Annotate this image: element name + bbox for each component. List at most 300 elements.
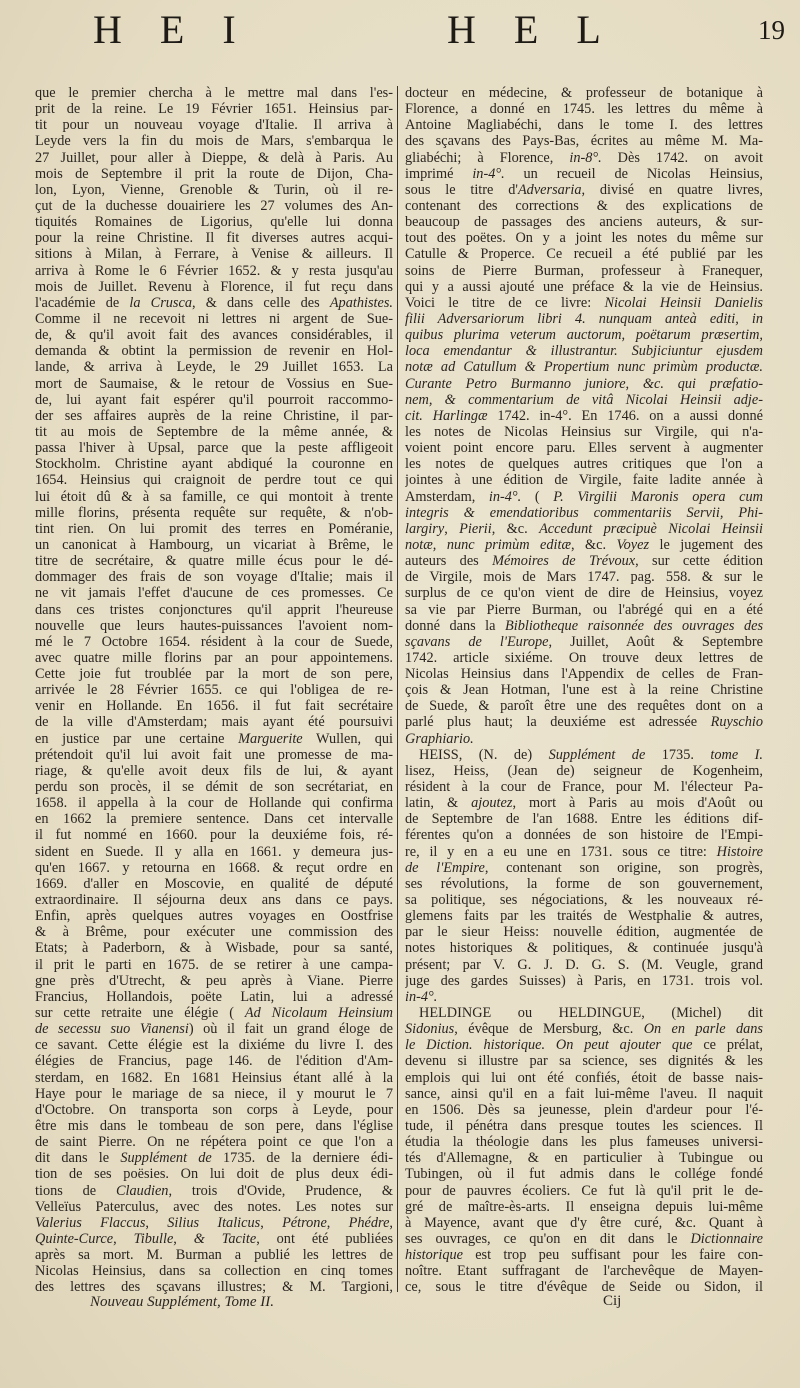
italic-text: Nicolai Heinsii Danielis [604, 294, 763, 311]
text: de Suede, & paroît être une des requêtes dont on a [405, 698, 763, 715]
text-line [405, 924, 763, 940]
italic-text: Adversaria [517, 181, 582, 198]
text: de, lui ayant fait espérer qu'il pourroit raccommo- [35, 391, 393, 408]
text: résident à la cour de France, pour M. l'électeur Pa- [405, 779, 763, 796]
text-line [35, 585, 393, 601]
text: 1669. d'aller en Moscovie, en qualité de député [35, 875, 393, 892]
text-line [35, 731, 393, 747]
text-line [35, 860, 393, 876]
text: HEISS, (N. de) [419, 746, 549, 763]
italic-text: Supplément de [120, 1150, 212, 1167]
text: en justice par une certaine [35, 730, 239, 747]
text: ( [521, 488, 554, 505]
text: tiquités Romaines de Ligorius, qu'elle lui donna [35, 214, 393, 231]
text-line [35, 1150, 393, 1166]
italic-text: Quinte-Curce [35, 1230, 114, 1247]
text-line [405, 714, 763, 730]
text-line [405, 408, 763, 424]
text: der ses affaires auprès de la reine Christine, il par- [35, 407, 393, 424]
text: il fut nommé en 1660. pour la deuxiéme fois, ré- [35, 827, 393, 844]
text: , ont été publiées [256, 1230, 393, 1247]
text: 27 Juillet, pour aller à Dieppe, & delà à Paris. Au [35, 149, 393, 166]
text: Wullen, qui [302, 730, 393, 747]
text-line [405, 698, 763, 714]
text: être mis dans le tombeau de son pere, dans l'église [35, 1118, 393, 1134]
text-line [405, 295, 763, 311]
text-line [405, 1199, 763, 1215]
text: lande, & arriva à Leyde, le 29 Juillet 1653. La [35, 359, 393, 376]
text: sa vie par Pierre Burman, ou l'abrégé qui en a été [405, 601, 763, 618]
text-line [405, 198, 763, 214]
italic-text: integris & emendatioribus commentariis Servii, Phi- [405, 504, 763, 521]
text: mois de Juillet. Revenu à Florence, il fut reçu dans [35, 278, 393, 295]
text-line [405, 440, 763, 456]
text: , &c. [570, 536, 617, 553]
text-line [35, 940, 393, 956]
text: en 1506. Dès sa jeunesse, plein d'ardeur pour l'é- [405, 1101, 763, 1118]
column-divider [397, 86, 398, 1292]
text-line [405, 392, 763, 408]
text: , &c. [491, 520, 540, 537]
text-line [35, 763, 393, 779]
italic-text: nem, & commentarium de vitâ Nicolai Heinsii adje- [405, 391, 763, 408]
text-line [405, 1231, 763, 1247]
italic-text: Ruyschio [710, 714, 763, 731]
text: qu'en 1667. y retourna en 1668. & reçut ordre en [35, 859, 393, 876]
text-line [405, 1118, 763, 1134]
text-line [35, 795, 393, 811]
text-line [35, 101, 393, 117]
text: , contenant son origine, son progrès, [484, 859, 763, 876]
text-line [35, 537, 393, 553]
text: ne vit jamais l'effet d'aucune de ces promesses. Ce [35, 585, 393, 602]
text: présent; par V. G. J. D. G. S. (M. Veugle, grand [405, 956, 763, 973]
text: , trois d'Ovide, Prudence, & [168, 1182, 393, 1199]
text-line [405, 117, 763, 133]
italic-text: le Diction. historique. On peut ajouter que [405, 1037, 693, 1054]
text: notes historiques & politiques, & continuée jusqu'à [405, 940, 763, 957]
text: demanda & obtint la permission de revenir en Hol- [35, 343, 393, 360]
text-line [405, 246, 763, 262]
text: pour de pauvres écoliers. Ce fut là qu'il prit le de- [405, 1182, 763, 1199]
italic-text: notæ ad Catullum & Propertium nunc primùm productæ. [405, 359, 763, 376]
text-line [405, 521, 763, 537]
text: ce, sous le titre d'évêque de Seide ou Sidon, il [405, 1279, 763, 1296]
text-line [405, 763, 763, 779]
text-line [35, 1199, 393, 1215]
text-line [35, 924, 393, 940]
text-line [405, 472, 763, 488]
text-line [35, 1247, 393, 1263]
text: 1735. de la derniere édi- [211, 1150, 393, 1167]
text: lui étoit dû & à sa famille, ce qui montoit à trente [35, 488, 393, 505]
text-line [35, 634, 393, 650]
text-line [35, 989, 393, 1005]
text-line [35, 811, 393, 827]
text-line [405, 860, 763, 876]
text: HELDINGE ou HELDINGUE, (Michel) dit [419, 1005, 763, 1022]
text-line [35, 214, 393, 230]
text-line [35, 198, 393, 214]
text-line [35, 521, 393, 537]
text-line [405, 359, 763, 375]
text-line [35, 876, 393, 892]
text: sterdam, en 1682. En 1681 Heinsius étant allé à la [35, 1069, 393, 1086]
text-line [35, 440, 393, 456]
text: avec quatre mille florins par an pour appointemens. [35, 649, 393, 666]
text-line [405, 731, 763, 747]
text: tion de ses poësies. On lui doit de plus deux édi- [35, 1166, 393, 1183]
text-line [35, 279, 393, 295]
text-line [405, 1166, 763, 1182]
italic-text: Bibliotheque raisonnée des ouvrages des [505, 617, 763, 634]
text: après sa mort. M. Burman a publié les lettres de [35, 1247, 393, 1264]
text: il prit le parti en 1675. de se retirer à une campa- [35, 956, 393, 973]
text: étudia la théologie dans les plus fameuses universi- [405, 1134, 763, 1151]
text-line [405, 230, 763, 246]
text: dit dans le [35, 1150, 121, 1167]
text: les notes de Nicolas Heinsius sur Virgile, qui n'a- [405, 423, 763, 440]
text-line [35, 747, 393, 763]
text-line [35, 618, 393, 634]
text: , sur cette édition [635, 553, 763, 570]
text-line [405, 133, 763, 149]
italic-text: Claudien [116, 1182, 169, 1199]
text: de, & qu'il avoit fait des avances considérables, il [35, 327, 393, 344]
text-line [35, 973, 393, 989]
text-line [405, 424, 763, 440]
text: Antoine Magliabéchi, dans le tome I. des lettres [405, 117, 763, 134]
text-line [405, 1021, 763, 1037]
text: extraordinaire. Il séjourna deux ans dans ce pays. [35, 892, 393, 909]
text: sa politique, ses négociations, & les nouveaux ré- [405, 892, 763, 909]
text: les notes de quelques autres critiques que l'on a [405, 456, 763, 473]
italic-text: notæ, nunc primùm editæ [405, 536, 571, 553]
text-line [35, 1037, 393, 1053]
text: devenu si illustre par sa science, ses dignités & les [405, 1053, 763, 1070]
italic-text: loca emendantur & illustrantur. Subjiciuntur ejusdem [405, 343, 763, 360]
text-line [35, 666, 393, 682]
text: , Juillet, Août & Septembre [548, 633, 763, 650]
text-line [35, 844, 393, 860]
text-line [35, 117, 393, 133]
text: élégies de Francius, page 146. de l'édition d'Am- [35, 1053, 393, 1070]
text-line [35, 1021, 393, 1037]
italic-text: Tibulle [133, 1230, 174, 1247]
text: férentes qu'on a données de son histoire de l'Empi- [405, 827, 763, 844]
running-head-right: H E L [447, 7, 615, 52]
right-column [405, 85, 763, 1296]
text-line [405, 682, 763, 698]
italic-text: Voyez [616, 536, 650, 553]
italic-text: in-8°. [569, 149, 602, 166]
text-line [35, 327, 393, 343]
text: de la ville d'Amsterdam; mais ayant été poursuivi [35, 714, 393, 731]
left-column [35, 85, 393, 1296]
text: juge des gardes Suisses) à Paris, en 1731. trois vol. [405, 972, 763, 989]
text-line [35, 246, 393, 262]
text-line [405, 505, 763, 521]
italic-text: tome I. [710, 746, 763, 763]
signature-line: Nouveau Supplément, Tome II. [90, 1294, 274, 1310]
text: , évêque de Mersburg, &c. [454, 1021, 644, 1038]
italic-text: in-4°. [472, 165, 505, 182]
text-line [35, 827, 393, 843]
text-line [405, 343, 763, 359]
text: Velleïus Paterculus, avec des notes. Les notes sur [35, 1198, 393, 1215]
italic-text: Valerius Flaccus [35, 1214, 146, 1231]
text-line [405, 892, 763, 908]
text-line [35, 779, 393, 795]
text: mois de Septembre il prit la route de Dijon, Cha- [35, 165, 393, 182]
signature-mark: Cij [603, 1293, 622, 1309]
text-line [35, 133, 393, 149]
text: ses ouvrages, ce qu'on en dit dans le [405, 1230, 691, 1247]
text-line [405, 1215, 763, 1231]
text: , [260, 1214, 283, 1231]
text: sitions à Milan, à Ferrare, à Venise & ailleurs. Il [35, 246, 393, 263]
text: Francius, Hollandois, poëte Latin, lui a adressé [35, 988, 393, 1005]
text: jointes à une édition de Virgile, faite ladite année à [405, 472, 763, 489]
text: , [326, 1214, 349, 1231]
text-line [405, 150, 763, 166]
text: pour la reine Christine. Il fit diverses autres acqui- [35, 230, 393, 247]
text-line [35, 682, 393, 698]
text: en 1662 la premiere sentence. Dans cet intervalle [35, 811, 393, 828]
text: Haye pour le mariage de sa niece, il y mourut le 7 [35, 1085, 393, 1102]
italic-text: P. Virgilii Maronis opera cum [553, 488, 763, 505]
text: Catulle & Properce. Ce recueil a été publié par les [405, 246, 763, 263]
italic-text: Ad Nicolaum Heinsium [244, 1005, 393, 1022]
text: qui y a aussi ajouté une préface & la vie de Heinsius. [405, 278, 763, 295]
text-line [35, 311, 393, 327]
italic-text: ajoutez [471, 795, 513, 812]
text-line [405, 101, 763, 117]
text: voient point encore paru. Elles servent à augmenter [405, 440, 763, 457]
italic-text: Apathistes. [329, 294, 393, 311]
text-line [405, 263, 763, 279]
text: tout des poëtes. On y a joint les notes du même sur [405, 230, 763, 247]
text: beaucoup de passages des anciens auteurs, & sur- [405, 214, 763, 231]
italic-text: largiry [405, 520, 445, 537]
text: le jugement des [649, 536, 763, 553]
text: un canonicat à Hambourg, un vicariat à Brême, le [35, 536, 393, 553]
text-line [35, 957, 393, 973]
text: d'Octobre. On transporta son corps à Leyde, pour [35, 1101, 393, 1118]
italic-text: Curante Petro Burmanno juniore, &c. qui præfatio- [405, 375, 763, 392]
text: Voici le titre de ce livre: [405, 294, 605, 311]
text: des sçavans des Pays-Bas, écrites au même M. Ma- [405, 133, 763, 150]
italic-text: Accedunt præcipuè Nicolai Heinsii [539, 520, 763, 537]
text: lon, Lyon, Vienne, Grenoble & Turin, où il re- [35, 181, 393, 198]
text: Etats; à Paderborn, & à Wisbade, pour sa santé, [35, 940, 393, 957]
text: Cette joie fut troublée par la mort de son pere, [35, 666, 393, 683]
text: ce prélat, [692, 1037, 763, 1054]
text-line [35, 1263, 393, 1279]
text: Nicolas Heinsius dans l'Appendix de celles de Fran- [405, 666, 763, 683]
text-line [405, 940, 763, 956]
text-line [35, 489, 393, 505]
text-line [405, 1070, 763, 1086]
italic-text: Phédre [348, 1214, 390, 1231]
italic-text: Supplément de [548, 746, 646, 763]
text: docteur en médecine, & professeur de botanique à [405, 85, 763, 101]
text: gliabéchi; à Florence, [405, 149, 570, 166]
text: tés d'Allemagne, & en particulier à Tubingue ou [405, 1150, 763, 1167]
text: nouvelle que leurs hautes-puissances l'avoient nom- [35, 617, 393, 634]
text: venir en Hollande. En 1656. il fut fait secrétaire [35, 698, 393, 715]
text-line [405, 957, 763, 973]
text: contenant des corrections & des explications de [405, 197, 763, 214]
text: prit de la reine. Le 19 Février 1651. Heinsius par- [35, 101, 393, 118]
text-line [405, 1086, 763, 1102]
text: tude, il pénétra dans presque toutes les sciences. Il [405, 1118, 763, 1134]
text: tint rien. On lui promit des terres en Poméranie, [35, 520, 393, 537]
text: Comme il ne recevoit ni lettres ni argent de Sue- [35, 310, 393, 327]
text: , [389, 1214, 393, 1231]
italic-text: Marguerite [238, 730, 303, 747]
text-line [405, 585, 763, 601]
text-line [35, 408, 393, 424]
text: Enfin, après quelques autres voyages en Oostfrise [35, 908, 393, 925]
text-line [405, 1102, 763, 1118]
text: , divisé en quatre livres, [581, 181, 763, 198]
text-line [405, 827, 763, 843]
text-line [35, 1005, 393, 1021]
text: est trop peu suffisant pour les faire con- [462, 1247, 763, 1264]
text-line [35, 230, 393, 246]
text-line [35, 1086, 393, 1102]
text: ses révolutions, la forme de son gouvernement, [405, 875, 763, 892]
text-line [35, 1231, 393, 1247]
text-line [405, 779, 763, 795]
text-line [405, 311, 763, 327]
text: Florence, a donné en 1745. les lettres du même à [405, 101, 763, 118]
text-line [35, 1053, 393, 1069]
text-line [405, 634, 763, 650]
text: imprimé [405, 165, 473, 182]
italic-text: Pétrone [282, 1214, 327, 1231]
italic-text: Graphiario. [405, 730, 474, 747]
text-line [405, 1247, 763, 1263]
text-line [35, 1183, 393, 1199]
text-line [405, 214, 763, 230]
text-line [35, 472, 393, 488]
text-line [405, 1005, 763, 1021]
text-line [405, 553, 763, 569]
text-line [35, 359, 393, 375]
italic-text: On en parle dans [643, 1021, 763, 1038]
text: donné dans la [405, 617, 505, 634]
text: riage, & qu'elle avoit deux fils de lui, & ayant [35, 762, 393, 779]
text: passa l'hiver à Upsal, parce que la peste affligeoit [35, 440, 393, 457]
text: , & dans celle des [191, 294, 330, 311]
text: noître. Etant suffragant de l'archevêque de Mayen- [405, 1263, 763, 1280]
text-line [405, 569, 763, 585]
italic-text: quibus plurima veterum auctorum, poëtarum præsertim, [405, 327, 763, 344]
italic-text: in-4°. [405, 988, 438, 1005]
text: , [173, 1230, 194, 1247]
text-line [405, 1134, 763, 1150]
text: tions de [35, 1182, 117, 1199]
text-line [35, 553, 393, 569]
text-line [405, 618, 763, 634]
text: Dès 1742. on avoit [601, 149, 763, 166]
text: Leyde vers la fin du mois de Mars, s'embarqua le [35, 133, 393, 150]
text: mé le 7 Octobre 1654. résident à la cour de Suede, [35, 633, 393, 650]
text-line [35, 1102, 393, 1118]
text: de saint Pierre. On ne répétera point ce que l'on a [35, 1134, 393, 1151]
text: 1654. Heinsius qui craignoit de perdre tout ce qui [35, 472, 393, 489]
text-line [35, 424, 393, 440]
text-line [405, 908, 763, 924]
text-line [405, 327, 763, 343]
italic-text: historique [405, 1247, 463, 1264]
text-line [405, 537, 763, 553]
text: des lettres des sçavans illustres; & M. Targioni, [35, 1279, 393, 1296]
text-line [35, 650, 393, 666]
text: un recueil de Nicolas Heinsius, [504, 165, 763, 182]
text: 1742. article sixiéme. On trouve deux lettres de [405, 649, 763, 666]
text: par le sieur Heiss: nouvelle édition, augmentée de [405, 924, 763, 941]
text: à Mayence, avant que d'y être curé, &c. Quant à [405, 1214, 763, 1231]
text-line [405, 182, 763, 198]
text-line [35, 1215, 393, 1231]
text-line [35, 892, 393, 908]
text-line [35, 505, 393, 521]
text-line [405, 989, 763, 1005]
text-line [35, 85, 393, 101]
text-line [405, 747, 763, 763]
text-line [405, 376, 763, 392]
italic-text: Dictionnaire [690, 1230, 763, 1247]
text-line [405, 876, 763, 892]
italic-text: Silius Italicus [167, 1214, 261, 1231]
text-line [405, 795, 763, 811]
text-line [35, 569, 393, 585]
text-line [35, 182, 393, 198]
text: sous le titre d' [405, 181, 518, 198]
text-line [35, 714, 393, 730]
text: de Virgile, mois de Mars 1747. pag. 558. & sur le [405, 569, 763, 586]
italic-text: sçavans de l'Europe [405, 633, 549, 650]
text: glemens faits par les traités de Westphalie & autres, [405, 908, 763, 925]
text: dommager des frais de son voyage d'Italie; mais il [35, 569, 393, 586]
text: latin, & [405, 795, 472, 812]
text: surplus de ce qu'on vient de dire de Heinsius, voyez [405, 585, 763, 602]
text-line [405, 811, 763, 827]
text: 1735. [645, 746, 711, 763]
text-line [405, 279, 763, 295]
text-line [405, 844, 763, 860]
text: çois & Jean Hotman, l'une est à la reine Christine [405, 682, 763, 699]
text: ce savant. Cette élégie est la dixiéme du livre I. des [35, 1037, 393, 1054]
text: parlé plus haut; la deuxiéme est adressée [405, 714, 711, 731]
running-head-left: H E I [93, 7, 250, 52]
italic-text: & Tacite [193, 1230, 257, 1247]
text: , mort à Paris au mois d'Août ou [512, 795, 763, 812]
italic-text: de secessu suo Vianensi [35, 1021, 189, 1038]
text-line [35, 295, 393, 311]
text: ) où il fait un grand éloge de [188, 1021, 393, 1038]
text-line [35, 1166, 393, 1182]
page-number: 19 [758, 15, 785, 45]
text: tit au mois de Septembre de la même année, & [35, 423, 393, 440]
text-line [35, 376, 393, 392]
italic-text: in-4°. [488, 488, 522, 505]
italic-text: de l'Empire [405, 859, 485, 876]
text-line [405, 1279, 763, 1295]
